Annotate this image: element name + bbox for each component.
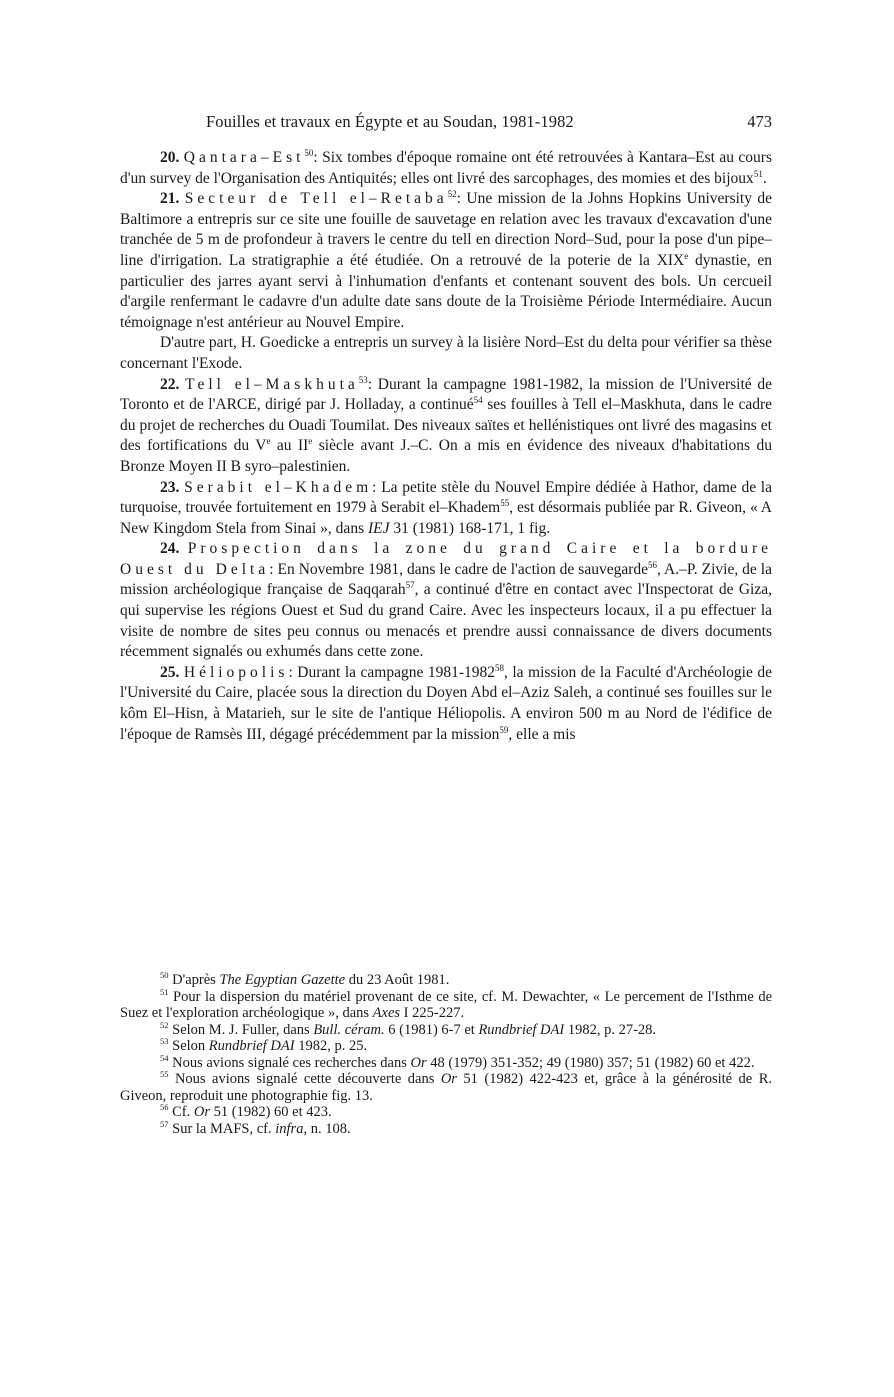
paragraph-text: , la mission de la Faculté d'Archéologie de l'Université du Caire, placée sous la direction du Doyen Abd el–Aziz Saleh, a continué ses fouilles sur le kôm El–Hisn, à Matarieh, sur le site de l'antique Héliopolis. A environ 500 m au Nord de l'édifice de l'époque de Ramsès III, dégagé précédemment par la mission [120, 663, 772, 743]
footnote-57 [120, 1118, 772, 1138]
footnote-italic: The Egyptian Gazette [219, 972, 346, 988]
footnote-italic: Rundbrief DAI [478, 1021, 565, 1038]
journal-abbrev: IEJ [367, 519, 390, 537]
note-ref: 57 [405, 580, 415, 591]
footnote-number: 57 [160, 1118, 169, 1129]
footnote-text: I 225-227. [400, 1005, 465, 1021]
section-number: 22. [160, 375, 180, 393]
footnote-text: 51 (1982) 422-423 et, grâce à la générosité de R. Giveon, reproduit une photographie fig. 13. [120, 1071, 772, 1104]
paragraph-text: : Une mission de la Johns Hopkins University de Baltimore a entrepris sur ce site une fouille de sauvetage en relation avec les travaux d'excavation d'une tranchée de 5 m de profondeur à travers le centre du tell en direction Nord–Sud, pour la pose d'un pipe–line d'irrigation. La stratigraphie a été étudiée. On a retrouvé de la poterie de la XIX [120, 190, 772, 269]
paragraph-text: ses fouilles à Tell el–Maskhuta, dans le cadre du projet de recherches du Ouadi Toumilat. Des niveaux saïtes et hellénistiques ont livré des magasins et des fortifications du V [120, 396, 772, 455]
paragraph-text: D'autre part, H. Goedicke a entrepris un survey à la lisière Nord–Est du delta pour vérifier sa thèse concernant l'Exode. [120, 334, 772, 372]
footnote-text: Sur la MAFS, cf. [168, 1120, 276, 1137]
paragraph-text: siècle avant J.–C. On a mis en évidence des niveaux d'habitations du Bronze Moyen II B syro–palestinien. [120, 437, 772, 475]
footnote-text: D'après [168, 972, 220, 988]
paragraph-text: , elle a mis [508, 725, 576, 743]
footnote-50 [120, 972, 772, 989]
footnote-54 [120, 1052, 772, 1072]
footnote-italic: Or [440, 1071, 457, 1087]
paragraph-text: : La petite stèle du Nouvel Empire dédiée à Hathor, dame de la turquoise, trouvée fortuitement en 1979 à Serabit el–Khadem [120, 478, 772, 517]
paragraph-text: . [762, 169, 767, 187]
note-ref: 52 [447, 189, 457, 200]
footnote-text: 1982, p. 27-28. [564, 1021, 657, 1038]
footnote-text: du 23 Août 1981. [345, 972, 450, 988]
section-title: Prospection dans la zone du grand Caire et la bordure Ouest du Delta [120, 540, 773, 578]
paragraph-text: : Durant la campagne 1981-1982 [288, 663, 495, 681]
page [120, 112, 772, 745]
paragraph-24 [120, 539, 772, 663]
paragraph-23 [120, 478, 772, 540]
footnote-text: 51 (1982) 60 et 423. [210, 1104, 332, 1120]
paragraph-text: au II [270, 437, 309, 455]
footnote-text: , n. 108. [303, 1120, 351, 1137]
paragraph-20 [120, 148, 772, 189]
footnote-text: 1982, p. 25. [294, 1038, 368, 1054]
section-number: 21. [160, 190, 180, 208]
section-title: Serabit el–Khadem [184, 478, 373, 496]
footnote-number: 56 [160, 1102, 169, 1113]
paragraph-text: , a continué d'être en contact avec l'Inspectorat de Giza, qui supervise les régions Ouest et Sud du grand Caire. Avec les inspecteurs locaux, il a pu effectuer la visite de nombre de sites peu connus ou menacés et prendre aussi connaissance de divers documents récemment signalés ou exhumés dans cette zone. [120, 581, 772, 661]
superscript: e [308, 436, 313, 447]
footnote-56 [120, 1104, 772, 1121]
footnote-text: Pour la dispersion du matériel provenant de ce site, cf. M. Dewachter, « Le percement de l'Isthme de Suez et l'exploration archéologique », dans [120, 988, 772, 1021]
footnote-number: 54 [160, 1052, 169, 1063]
footnote-italic: Or [410, 1054, 427, 1071]
note-ref: 50 [304, 147, 314, 158]
superscript: e [266, 436, 271, 447]
note-ref: 59 [499, 724, 509, 735]
note-ref: 51 [753, 168, 763, 179]
footnote-text: Nous avions signalé cette découverte dans [168, 1071, 441, 1087]
paragraph-22 [120, 375, 772, 478]
paragraph-text: , A.–P. Zivie, de la mission archéologique française de Saqqarah [120, 560, 772, 599]
paragraph-text: 31 (1981) 168-171, 1 fig. [389, 519, 551, 537]
paragraph-text: : Six tombes d'époque romaine ont été retrouvées à Kantara–Est au cours d'un survey de l'Organisation des Antiquités; elles ont livré des sarcophages, des momies et des bijoux [120, 149, 772, 187]
footnote-italic: Or [193, 1104, 210, 1120]
footnote-55 [120, 1071, 772, 1104]
note-ref: 53 [358, 374, 368, 385]
note-ref: 56 [648, 559, 658, 570]
superscript: e [684, 250, 689, 261]
page-number: 473 [747, 112, 772, 131]
note-ref: 54 [473, 394, 483, 405]
section-number: 25. [160, 663, 180, 681]
footnote-53 [120, 1038, 772, 1055]
footnote-italic: Axes [372, 1005, 401, 1021]
footnote-number: 53 [160, 1036, 169, 1047]
section-title: Tell el–Maskhuta [185, 375, 359, 393]
footnotes [120, 972, 772, 1137]
paragraph-text: : Durant la campagne 1981-1982, la mission de l'Université de Toronto et de l'ARCE, dirigé par J. Holladay, a continué [120, 375, 773, 414]
section-title: Secteur de Tell el–Retaba [184, 190, 448, 208]
footnote-text: 6 (1981) 6-7 et [384, 1021, 479, 1038]
paragraph-25 [120, 663, 772, 745]
footnote-number: 55 [160, 1069, 169, 1080]
paragraph-text: , est désormais publiée par R. Giveon, « A New Kingdom Stela from Sinai », dans [120, 499, 772, 537]
paragraph-21 [120, 189, 772, 333]
main-text [120, 148, 772, 745]
footnote-text: 48 (1979) 351-352; 49 (1980) 357; 51 (1982) 60 et 422. [426, 1054, 755, 1071]
footnote-number: 52 [160, 1019, 169, 1030]
footnote-italic: infra [275, 1120, 304, 1137]
footnote-51 [120, 986, 772, 1022]
footnote-number: 51 [160, 986, 169, 997]
running-title: Fouilles et travaux en Égypte et au Soudan, 1981-1982 [206, 112, 574, 131]
footnote-italic: Rundbrief DAI [208, 1038, 295, 1054]
footnote-number: 50 [160, 970, 169, 981]
section-number: 20. [160, 149, 180, 166]
footnote-text: Selon [168, 1038, 209, 1054]
section-number: 23. [160, 478, 180, 496]
section-number: 24. [160, 540, 180, 558]
footnote-text: Cf. [168, 1104, 194, 1120]
paragraph-21b [120, 333, 772, 374]
section-title: Qantara–Est [183, 149, 305, 166]
footnote-text: Nous avions signalé ces recherches dans [168, 1054, 411, 1071]
paragraph-text: dynastie, en particulier des jarres ayant servi à l'inhumation d'enfants et contenant souvent des bols. Un cercueil d'argile renfermant le cadavre d'un adulte date sans doute de la Troisième Période Intermédiaire. Aucun témoignage n'est antérieur au Nouvel Empire. [120, 251, 772, 331]
footnote-italic: Bull. céram. [313, 1021, 385, 1038]
note-ref: 58 [494, 662, 504, 673]
running-header [120, 112, 772, 138]
footnote-text: Selon M. J. Fuller, dans [168, 1021, 314, 1038]
note-ref: 55 [500, 497, 510, 508]
footnote-52 [120, 1019, 772, 1039]
section-title: Héliopolis [183, 663, 289, 681]
paragraph-text: : En Novembre 1981, dans le cadre de l'action de sauvegarde [269, 560, 649, 578]
